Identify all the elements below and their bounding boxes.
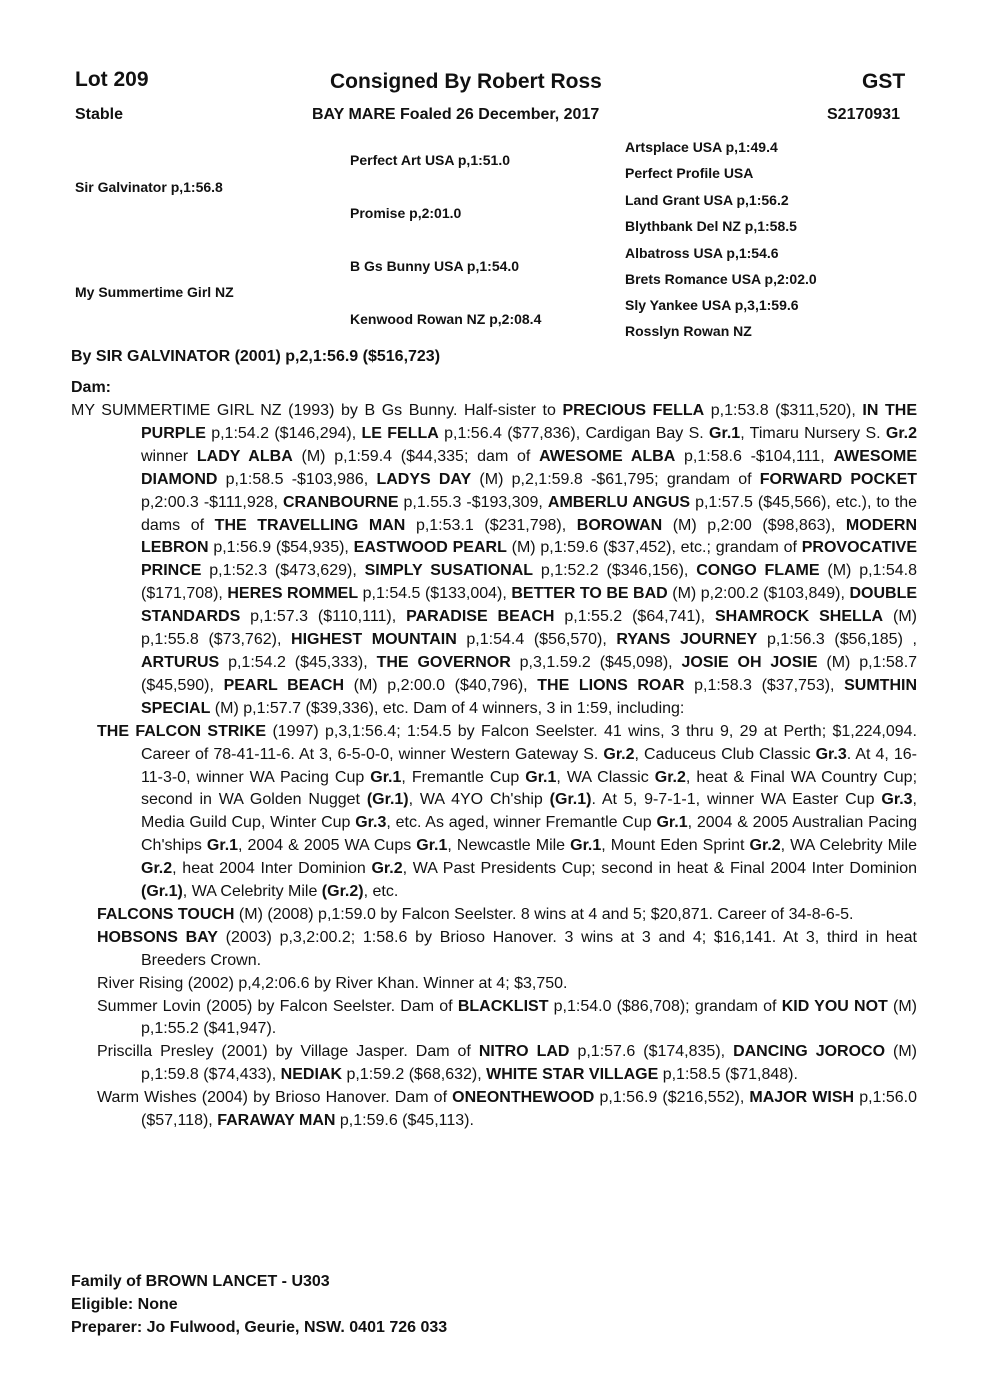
text-run: , Caduceus Club Classic bbox=[634, 745, 816, 763]
text-run: , 2004 & 2005 WA Cups bbox=[238, 837, 417, 855]
text-run: (M) p,2:00 ($98,863), bbox=[662, 516, 846, 534]
text-run: p,1:58.6 -$104,111, bbox=[675, 447, 834, 465]
bold-text-run: NITRO LAD bbox=[478, 1043, 570, 1061]
progeny-list bbox=[71, 721, 917, 1133]
pedigree-gen3: Perfect Profile USA bbox=[625, 165, 754, 181]
bold-text-run: MODERN LEBRON bbox=[141, 516, 918, 557]
lot-number: Lot 209 bbox=[75, 68, 149, 91]
text-run: p,3,1.59.2 ($45,098), bbox=[510, 653, 682, 671]
bold-text-run: Gr.2 bbox=[885, 424, 918, 442]
text-run: (M) p,1:59.4 ($44,335; dam of bbox=[292, 447, 540, 465]
text-run: p,1:56.9 ($216,552), bbox=[594, 1089, 750, 1107]
text-run: p,1:57.6 ($174,835), bbox=[569, 1043, 734, 1061]
pedigree-sire: Sir Galvinator p,1:56.8 bbox=[75, 179, 223, 195]
bold-text-run: (Gr.1) bbox=[549, 791, 592, 809]
pedigree-notes bbox=[71, 400, 917, 1133]
consignor-title: Consigned By Robert Ross bbox=[330, 70, 602, 93]
pedigree-gen3: Rosslyn Rowan NZ bbox=[625, 323, 752, 339]
bold-text-run: Gr.1 bbox=[206, 837, 239, 855]
text-run: , Media Guild Cup, Winter Cup bbox=[141, 791, 917, 832]
bold-text-run: KID YOU NOT bbox=[781, 997, 888, 1015]
bold-text-run: ARTURUS bbox=[141, 653, 220, 671]
bold-text-run: IN THE PURPLE bbox=[141, 402, 918, 442]
text-run: p,1:59.2 ($68,632), bbox=[342, 1066, 487, 1084]
text-run: p,1:53.8 ($311,520), bbox=[704, 402, 863, 419]
bold-text-run: WHITE STAR VILLAGE bbox=[486, 1066, 659, 1084]
bold-text-run: SHAMROCK SHELLA bbox=[714, 608, 884, 626]
bold-text-run: HERES ROMMEL bbox=[227, 585, 359, 603]
horse-description: BAY MARE Foaled 26 December, 2017 bbox=[312, 106, 600, 123]
text-run: p,1:54.5 ($133,004), bbox=[358, 585, 512, 603]
text-run: (M) p,1:59.8 ($74,433), bbox=[141, 1043, 918, 1084]
text-run: , WA Celebrity Mile bbox=[182, 883, 322, 901]
text-run: p,1:58.5 ($71,848). bbox=[658, 1066, 798, 1084]
bold-text-run: HIGHEST MOUNTAIN bbox=[291, 631, 457, 649]
sale-code: GST bbox=[862, 70, 906, 93]
pedigree-gen3: Brets Romance USA p,2:02.0 bbox=[625, 271, 817, 287]
family-line: Family of BROWN LANCET - U303 bbox=[71, 1273, 330, 1290]
pedigree-gen3: Blythbank Del NZ p,1:58.5 bbox=[625, 218, 797, 234]
bold-text-run: (Gr.1) bbox=[366, 791, 409, 809]
text-run: (M) p,1:55.8 ($73,762), bbox=[141, 608, 918, 649]
bold-text-run: PEARL BEACH bbox=[223, 676, 345, 694]
text-run: MY SUMMERTIME GIRL NZ (1993) by B Gs Bunny. Half-sister to bbox=[71, 402, 563, 419]
bold-text-run: THE LIONS ROAR bbox=[537, 676, 685, 694]
bold-text-run: Gr.3 bbox=[815, 745, 847, 763]
bold-text-run: BLACKLIST bbox=[457, 997, 549, 1015]
bold-text-run: LADY ALBA bbox=[196, 447, 293, 465]
text-run: p,1:56.4 ($77,836), Cardigan Bay S. bbox=[438, 424, 710, 442]
bold-text-run: THE FALCON STRIKE bbox=[97, 722, 267, 740]
pedigree-gen2: Promise p,2:01.0 bbox=[350, 205, 462, 221]
bold-text-run: Gr.2 bbox=[141, 860, 173, 878]
text-run: (M) (2008) p,1:59.0 by Falcon Seelster. 8 wins at 4 and 5; $20,871. Career of 34-8-6-5. bbox=[234, 905, 854, 923]
text-run: , heat 2004 Inter Dominion bbox=[172, 860, 372, 878]
horse-id: S2170931 bbox=[827, 106, 900, 123]
text-run: (M) p,1:55.2 ($41,947). bbox=[141, 997, 917, 1038]
stable-label: Stable bbox=[75, 106, 124, 123]
text-run: , WA Celebrity Mile bbox=[780, 837, 918, 855]
text-run: (2003) p,3,2:00.2; 1:58.6 by Brioso Hanover. 3 wins at 3 and 4; $16,141. At 3, third in heat Breeders Crown. bbox=[141, 928, 918, 969]
pedigree-gen3: Artsplace USA p,1:49.4 bbox=[625, 139, 778, 155]
text-run: p,1:56.9 ($54,935), bbox=[208, 539, 354, 557]
text-run: , Mount Eden Sprint bbox=[601, 837, 750, 855]
text-run: p,1:57.5 ($45,566), etc.), to the dams of bbox=[141, 493, 918, 534]
text-run: , etc. bbox=[363, 883, 399, 901]
text-run: , heat & Final WA Country Cup; second in WA Golden Nugget bbox=[141, 768, 918, 809]
text-run: p,1:56.0 ($57,118), bbox=[141, 1089, 918, 1130]
bold-text-run: (Gr.1) bbox=[141, 883, 183, 901]
eligible-line: Eligible: None bbox=[71, 1296, 178, 1313]
bold-text-run: BOROWAN bbox=[576, 516, 663, 534]
pedigree-gen3: Albatross USA p,1:54.6 bbox=[625, 245, 779, 261]
bold-text-run: MAJOR WISH bbox=[749, 1089, 855, 1107]
text-run: , WA Past Presidents Cup; second in heat & Final 2004 Inter Dominion bbox=[402, 860, 917, 878]
text-run: p,1:59.6 ($45,113). bbox=[335, 1112, 474, 1130]
bold-text-run: CONGO FLAME bbox=[696, 562, 820, 580]
bold-text-run: Gr.2 bbox=[603, 745, 635, 763]
text-run: winner bbox=[141, 447, 197, 465]
text-run: River Rising (2002) p,4,2:06.6 by River Khan. Winner at 4; $3,750. bbox=[97, 974, 568, 992]
text-run: p,1:56.3 ($56,185) , bbox=[757, 631, 917, 649]
sire-summary: By SIR GALVINATOR (2001) p,2,1:56.9 ($516,723) bbox=[71, 348, 441, 365]
text-run: p,1:54.4 ($56,570), bbox=[456, 631, 617, 649]
bold-text-run: Gr.1 bbox=[570, 837, 602, 855]
text-run: p,1:52.3 ($473,629), bbox=[201, 562, 365, 580]
text-run: p,1:54.2 ($45,333), bbox=[219, 653, 377, 671]
text-run: . At 5, 9-7-1-1, winner WA Easter Cup bbox=[591, 791, 882, 809]
bold-text-run: Gr.3 bbox=[881, 791, 913, 809]
bold-text-run: PRECIOUS FELLA bbox=[562, 402, 705, 419]
bold-text-run: FARAWAY MAN bbox=[217, 1112, 336, 1130]
bold-text-run: Gr.3 bbox=[355, 814, 387, 832]
preparer-line: Preparer: Jo Fulwood, Geurie, NSW. 0401 726 033 bbox=[71, 1319, 448, 1336]
text-run: p,1:52.2 ($346,156), bbox=[533, 562, 697, 580]
progeny-entry bbox=[71, 996, 917, 1042]
pedigree-gen3: Land Grant USA p,1:56.2 bbox=[625, 192, 789, 208]
text-run: (M) p,2,1:59.8 -$61,795; grandam of bbox=[471, 470, 760, 488]
bold-text-run: AWESOME DIAMOND bbox=[141, 447, 918, 488]
bold-text-run: Gr.1 bbox=[525, 768, 557, 786]
pedigree-gen2: Perfect Art USA p,1:51.0 bbox=[350, 152, 511, 168]
text-run: , WA Classic bbox=[556, 768, 655, 786]
bold-text-run: HOBSONS BAY bbox=[97, 928, 218, 946]
bold-text-run: Gr.2 bbox=[371, 860, 403, 878]
bold-text-run: RYANS JOURNEY bbox=[616, 631, 758, 649]
text-run: , 2004 & 2005 Australian Pacing Ch'ships bbox=[141, 814, 918, 855]
bold-text-run: DOUBLE STANDARDS bbox=[141, 585, 918, 626]
bold-text-run: CRANBOURNE bbox=[282, 493, 399, 511]
bold-text-run: PROVOCATIVE PRINCE bbox=[141, 539, 918, 580]
text-run: p,1:58.5 -$103,986, bbox=[217, 470, 377, 488]
bold-text-run: Gr.1 bbox=[656, 814, 688, 832]
bold-text-run: LE FELLA bbox=[361, 424, 439, 442]
progeny-entry bbox=[71, 904, 917, 927]
pedigree-gen2: B Gs Bunny USA p,1:54.0 bbox=[350, 258, 520, 274]
text-run: (1997) p,3,1:56.4; 1:54.5 by Falcon Seelster. 41 wins, 3 thru 9, 29 at Perth; $1,224,094. Career of 78-41-11-6. At 3, 6-5-0-0, winner Western Gateway S. bbox=[141, 722, 917, 763]
bold-text-run: FALCONS TOUCH bbox=[97, 905, 235, 923]
bold-text-run: PARADISE BEACH bbox=[406, 608, 555, 626]
progeny-entry bbox=[71, 1087, 917, 1133]
dam-paragraph bbox=[71, 400, 917, 721]
text-run: (M) p,1:57.7 ($39,336), etc. Dam of 4 winners, 3 in 1:59, including: bbox=[210, 699, 685, 717]
text-run: (M) p,2:00.0 ($40,796), bbox=[344, 676, 538, 694]
text-run: Summer Lovin (2005) by Falcon Seelster. Dam of bbox=[97, 997, 458, 1015]
bold-text-run: FORWARD POCKET bbox=[759, 470, 918, 488]
progeny-entry bbox=[71, 927, 917, 973]
bold-text-run: ONEONTHEWOOD bbox=[452, 1089, 595, 1107]
text-run: p,2:00.3 -$111,928, bbox=[141, 493, 283, 511]
bold-text-run: NEDIAK bbox=[280, 1066, 342, 1084]
bold-text-run: SUMTHIN SPECIAL bbox=[141, 676, 918, 717]
pedigree-gen2: Kenwood Rowan NZ p,2:08.4 bbox=[350, 311, 542, 327]
bold-text-run: SIMPLY SUSATIONAL bbox=[364, 562, 534, 580]
bold-text-run: LADYS DAY bbox=[376, 470, 472, 488]
bold-text-run: Gr.2 bbox=[654, 768, 686, 786]
bold-text-run: Gr.1 bbox=[709, 424, 741, 442]
bold-text-run: EASTWOOD PEARL bbox=[353, 539, 507, 557]
bold-text-run: Gr.1 bbox=[370, 768, 402, 786]
bold-text-run: THE TRAVELLING MAN bbox=[214, 516, 406, 534]
text-run: (M) p,1:59.6 ($37,452), etc.; grandam of bbox=[506, 539, 802, 557]
dam-label: Dam: bbox=[71, 379, 112, 396]
bold-text-run: THE GOVERNOR bbox=[376, 653, 511, 671]
bold-text-run: BETTER TO BE BAD bbox=[511, 585, 668, 603]
text-run: . At 4, 16-11-3-0, winner WA Pacing Cup bbox=[141, 745, 917, 786]
text-run: , Fremantle Cup bbox=[401, 768, 526, 786]
bold-text-run: Gr.2 bbox=[749, 837, 781, 855]
text-run: p,1:55.2 ($64,741), bbox=[554, 608, 715, 626]
bold-text-run: AMBERLU ANGUS bbox=[547, 493, 691, 511]
progeny-entry bbox=[71, 1041, 917, 1087]
text-run: p,1:57.3 ($110,111), bbox=[240, 608, 407, 626]
text-run: p,1:54.2 ($146,294), bbox=[205, 424, 362, 442]
text-run: p,1:53.1 ($231,798), bbox=[405, 516, 577, 534]
bold-text-run: (Gr.2) bbox=[321, 883, 364, 901]
pedigree-dam: My Summertime Girl NZ bbox=[75, 284, 234, 300]
text-run: (M) p,2:00.2 ($103,849), bbox=[667, 585, 850, 603]
text-run: Warm Wishes (2004) by Brioso Hanover. Dam of bbox=[97, 1089, 453, 1107]
text-run: , Newcastle Mile bbox=[447, 837, 571, 855]
text-run: p,1.55.3 -$193,309, bbox=[398, 493, 548, 511]
pedigree-gen3: Sly Yankee USA p,3,1:59.6 bbox=[625, 297, 799, 313]
bold-text-run: JOSIE OH JOSIE bbox=[681, 653, 818, 671]
text-run: Priscilla Presley (2001) by Village Jasper. Dam of bbox=[97, 1043, 479, 1061]
bold-text-run: AWESOME ALBA bbox=[539, 447, 676, 465]
text-run: (M) p,1:58.7 ($45,590), bbox=[141, 653, 918, 694]
bold-text-run: DANCING JOROCO bbox=[733, 1043, 886, 1061]
text-run: p,1:54.0 ($86,708); grandam of bbox=[548, 997, 782, 1015]
progeny-entry bbox=[71, 721, 917, 904]
text-run: (M) p,1:54.8 ($171,708), bbox=[141, 562, 918, 603]
text-run: , Timaru Nursery S. bbox=[740, 424, 886, 442]
text-run: , WA 4YO Ch'ship bbox=[408, 791, 550, 809]
progeny-entry bbox=[71, 973, 917, 996]
text-run: , etc. As aged, winner Fremantle Cup bbox=[386, 814, 657, 832]
text-run: p,1:58.3 ($37,753), bbox=[684, 676, 845, 694]
bold-text-run: Gr.1 bbox=[416, 837, 448, 855]
